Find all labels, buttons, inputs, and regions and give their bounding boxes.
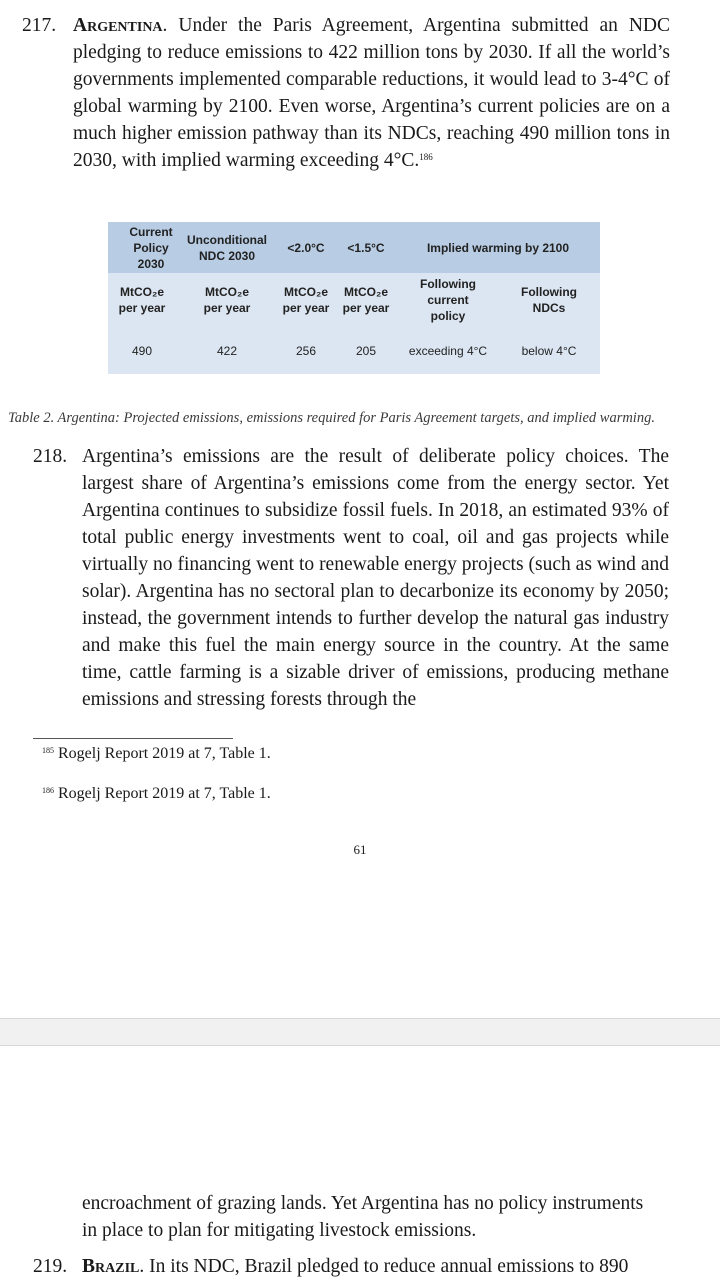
value-1-5-degrees: 205	[355, 344, 377, 358]
header-implied-warming: Implied warming by 2100	[426, 241, 570, 255]
country-heading: Brazil	[82, 1256, 140, 1277]
footnote-186: $^{186}$ Rogelj Report 2019 at 7, Table 1.	[42, 785, 271, 802]
value-following-policy: exceeding 4°C	[408, 344, 488, 358]
header-unconditional-ndc: Unconditional NDC 2030	[187, 233, 267, 263]
paragraph-218-continued: encroachment of grazing lands. Yet Argentina has no policy instruments in place to plan for mitigating livestock emissions.	[82, 1193, 644, 1241]
country-heading: Argentina	[73, 15, 163, 36]
header-1-5-degrees: <1.5°C	[347, 241, 385, 255]
value-current-policy: 490	[131, 344, 153, 358]
paragraph-219: 219. Brazil. In its NDC, Brazil pledged to reduce annual emissions to 890	[33, 1253, 693, 1280]
paragraph-number: 218.	[33, 446, 68, 467]
emissions-table	[108, 222, 600, 374]
value-unconditional: 422	[216, 344, 238, 358]
paragraph-number: 219.	[33, 1256, 68, 1277]
unit-following-policy: Following current policy	[420, 277, 476, 323]
unit-2-degrees: MtCO₂e per year	[282, 285, 330, 315]
value-following-ndcs: below 4°C	[521, 344, 577, 358]
unit-current-policy: MtCO₂e per year	[118, 285, 166, 315]
paragraph-text: Argentina. Under the Paris Agreement, Argentina submitted an NDC pledging to reduce emissions to 422 million tons by 2030. If all the world’s governments implemented comparable reductions, it would lead to 3-4°C of global warming by 2100. Even worse, Argentina’s current policies are on a much higher emission pathway than its NDCs, reaching 490 million tons in 2030, with implied warming exceeding 4°C.$^{186}$	[73, 15, 671, 171]
unit-following-ndcs: Following NDCs	[521, 285, 577, 315]
paragraph-218	[33, 443, 669, 713]
paragraph-number: 217.	[22, 15, 57, 36]
page-number: 61	[353, 842, 367, 857]
footnote-185: $^{185}$ Rogelj Report 2019 at 7, Table 1.	[42, 745, 271, 762]
value-2-degrees: 256	[295, 344, 317, 358]
footnote-ref[interactable]: 186	[419, 152, 433, 162]
header-2-degrees: <2.0°C	[287, 241, 325, 255]
unit-1-5-degrees: MtCO₂e per year	[342, 285, 390, 315]
page-separator	[0, 1018, 720, 1046]
header-current-policy: Current Policy 2030	[129, 225, 173, 271]
table-caption: Table 2. Argentina: Projected emissions, emissions required for Paris Agreement targets, and implied warming.	[8, 410, 655, 426]
footnote-divider	[33, 738, 233, 739]
unit-unconditional: MtCO₂e per year	[203, 285, 251, 315]
paragraph-217	[22, 12, 670, 174]
paragraph-text: Argentina’s emissions are the result of deliberate policy choices. The largest share of Argentina’s emissions come from the energy sector. Yet Argentina continues to subsidize fossil fuels. In 2018, an estimated 93% of total public energy investments went to coal, oil and gas projects while virtually no financing went to renewable energy projects (such as wind and solar). Argentina has no sectoral plan to decarbonize its economy by 2050; instead, the government intends to further develop the natural gas industry and make this fuel the main energy source in the country. At the same time, cattle farming is a sizable driver of emissions, producing methane emissions and stressing forests through the	[82, 446, 670, 710]
